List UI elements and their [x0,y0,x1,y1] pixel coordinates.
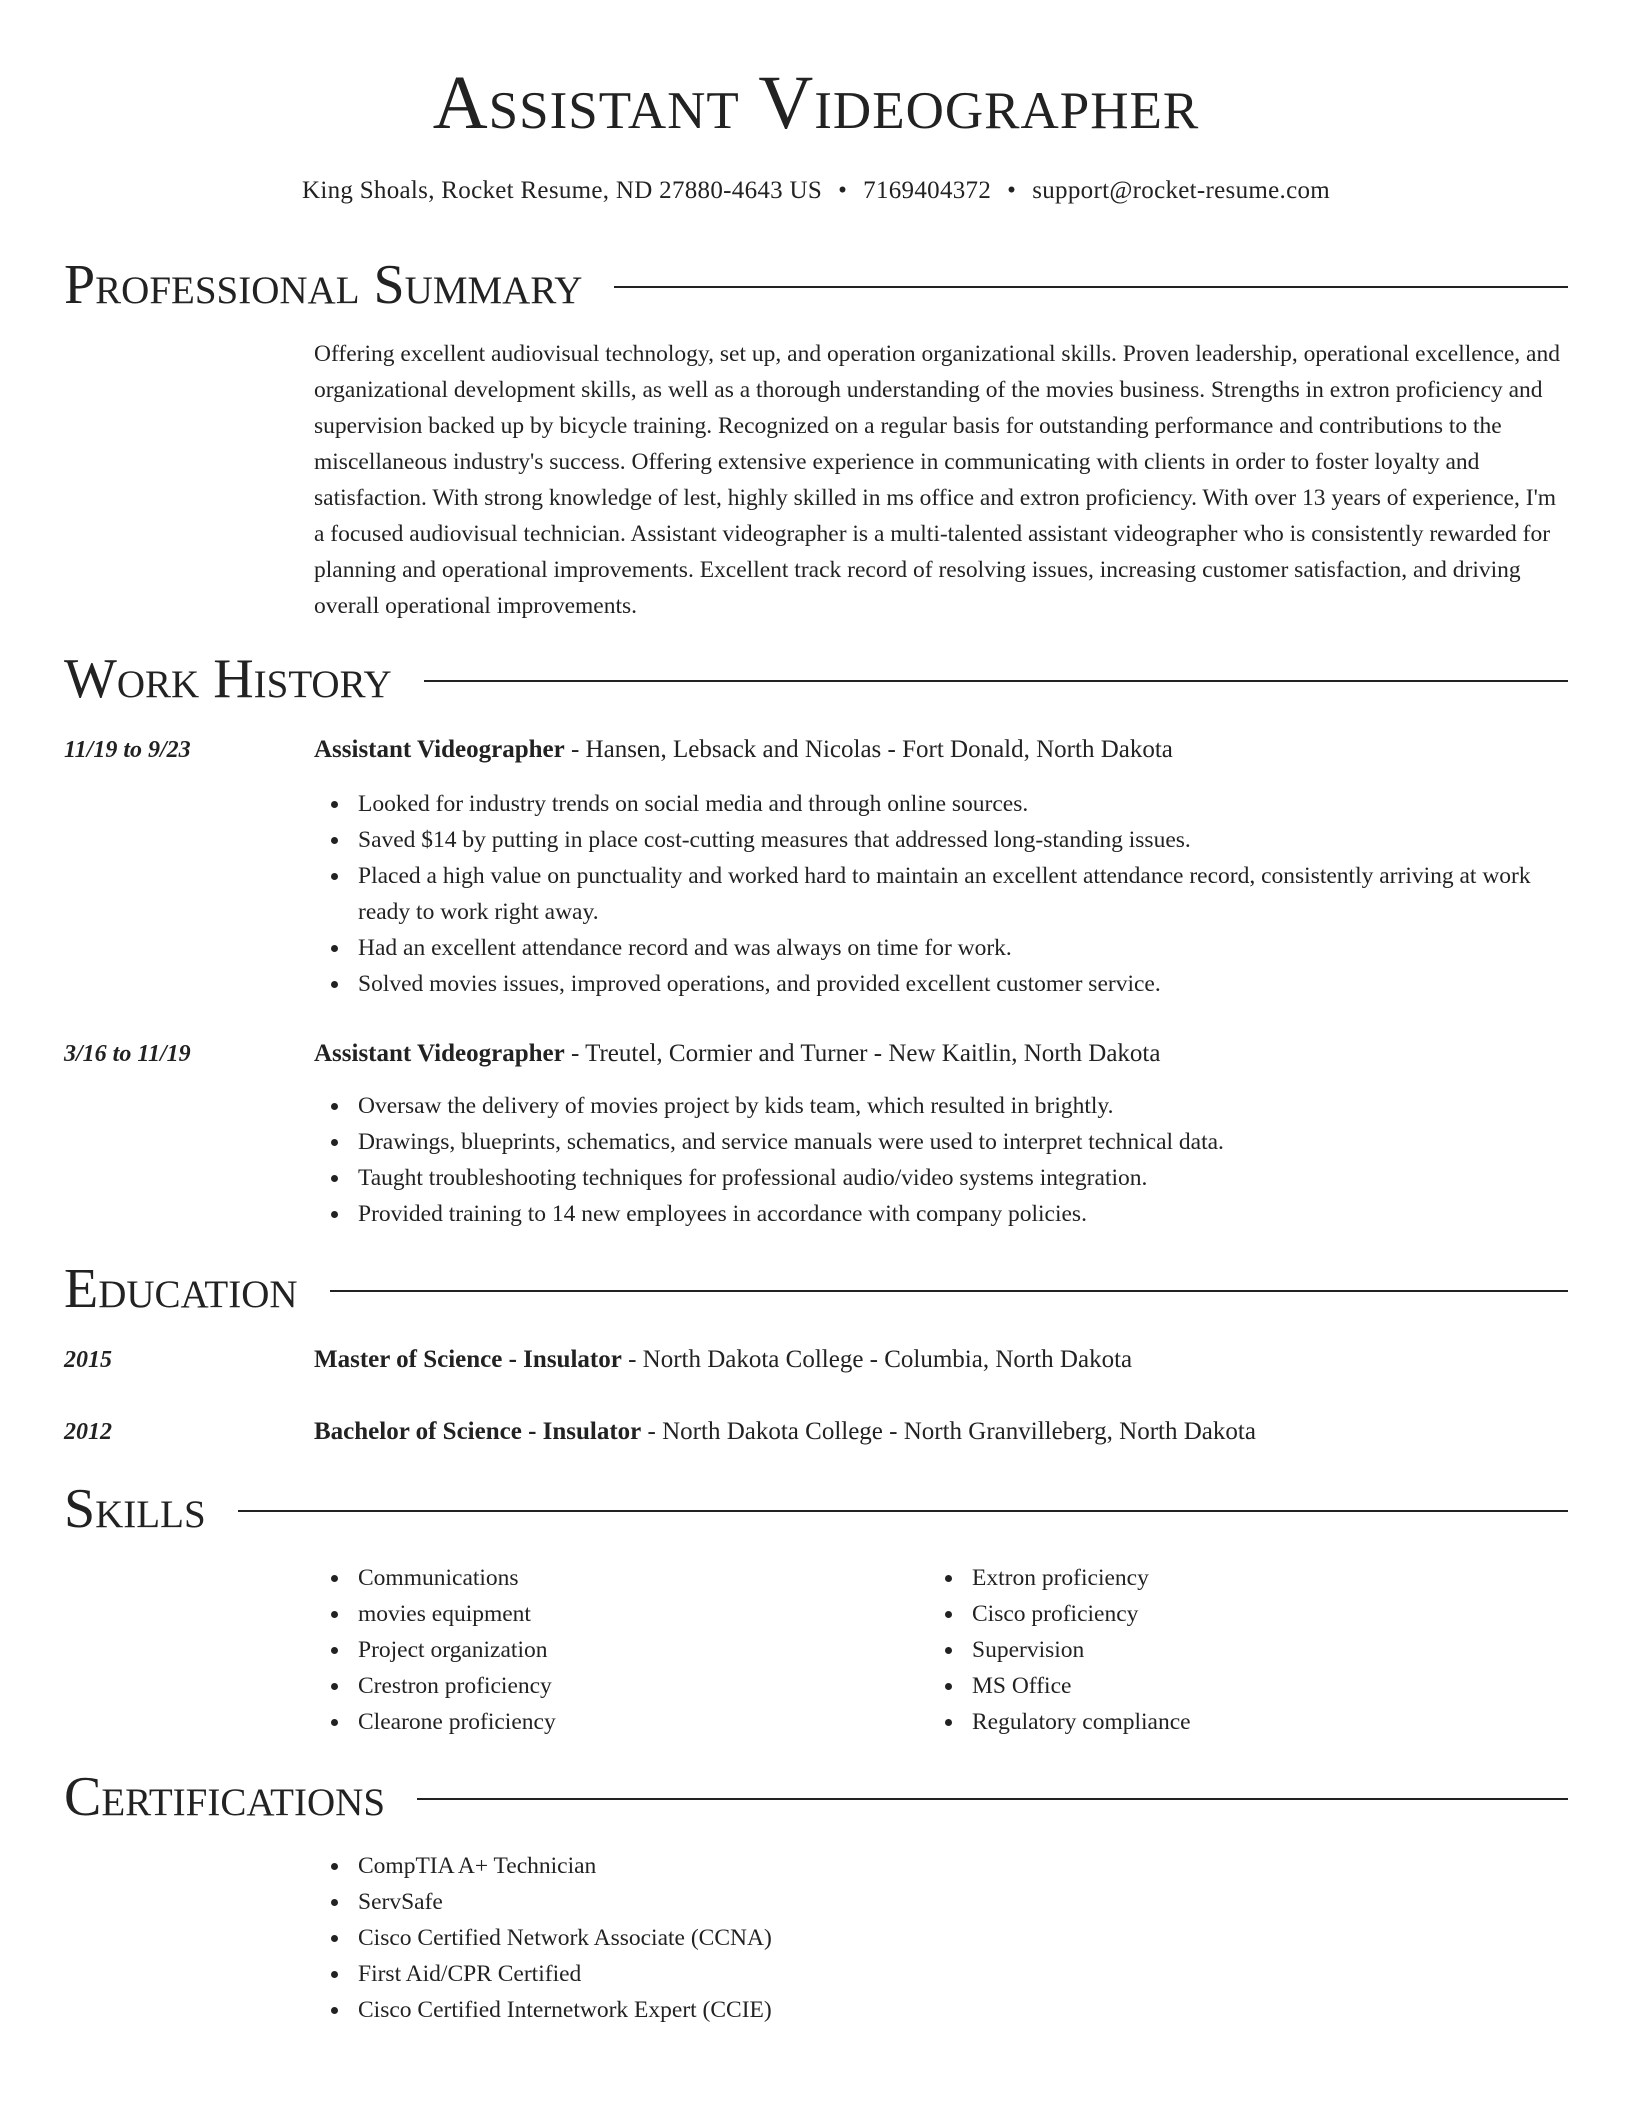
certification-item: Cisco Certified Internetwork Expert (CCIE) [358,1992,1568,2028]
list-item: Placed a high value on punctuality and worked hard to maintain an excellent attendance record, consistently arriving at work ready to work right away. [358,858,1568,930]
section-title: Certifications [64,1766,386,1828]
list-item: Taught troubleshooting techniques for professional audio/video systems integration. [358,1160,1568,1196]
section-title: Work History [64,648,392,710]
section-header-work-history [64,644,1568,714]
section-header-certifications [64,1762,1568,1832]
education-details: - North Dakota College - Columbia, North Dakota [621,1346,1133,1373]
degree: Bachelor of Science - Insulator [314,1418,642,1445]
address: King Shoals, Rocket Resume, ND 27880-4643 US [301,177,823,204]
separator: • [1007,177,1017,204]
job-dates: 11/19 to 9/23 [64,737,191,763]
skill-item: movies equipment [358,1596,914,1632]
certification-item: Cisco Certified Network Associate (CCNA) [358,1920,1568,1956]
education-details: - North Dakota College - North Granvilleberg, North Dakota [641,1418,1256,1445]
skill-item: MS Office [972,1668,1528,1704]
section-header-summary [64,250,1568,320]
section-title: Skills [64,1478,206,1540]
section-title: Education [64,1258,298,1320]
job-details: - Treutel, Cormier and Turner - New Kaitlin, North Dakota [564,1040,1161,1067]
job-dates: 3/16 to 11/19 [64,1041,191,1067]
section-divider [238,1510,1568,1512]
skill-item: Clearone proficiency [358,1704,914,1740]
section-title: Professional Summary [64,254,583,316]
skill-item: Project organization [358,1632,914,1668]
skill-item: Cisco proficiency [972,1596,1528,1632]
degree: Master of Science - Insulator [314,1346,622,1373]
skills-list-left [314,1560,914,1740]
education-year: 2015 [64,1347,112,1373]
list-item: Saved $14 by putting in place cost-cutting measures that addressed long-standing issues. [358,822,1568,858]
education-line [314,1414,1568,1450]
education-line [314,1342,1568,1378]
list-item: Looked for industry trends on social media and through online sources. [358,786,1568,822]
skill-item: Supervision [972,1632,1528,1668]
summary-text: Offering excellent audiovisual technology, set up, and operation organizational skills. Proven leadership, operational excellence, and organizational development skills, as well as a thorough understanding of the movies business. Strengths in extron proficiency and supervision backed up by bicycle training. Recognized on a regular basis for outstanding performance and contributions to the miscellaneous industry's success. Offering extensive experience in communicating with clients in order to foster loyalty and satisfaction. With strong knowledge of lest, highly skilled in ms office and extron proficiency. With over 13 years of experience, I'm a focused audiovisual technician. Assistant videographer is a multi-talented assistant videographer who is consistently rewarded for planning and operational improvements. Excellent track record of resolving issues, increasing customer satisfaction, and driving overall operational improvements. [314,341,1560,619]
skill-item: Extron proficiency [972,1560,1528,1596]
job-title-line [314,732,1568,768]
skill-item: Communications [358,1560,914,1596]
section-divider [614,286,1568,288]
job-role: Assistant Videographer [314,736,565,763]
skills-list-right [928,1560,1528,1740]
skill-item: Crestron proficiency [358,1668,914,1704]
job-bullets [314,1088,1568,1232]
certification-item: CompTIA A+ Technician [358,1848,1568,1884]
list-item: Solved movies issues, improved operations, and provided excellent customer service. [358,966,1568,1002]
list-item: Oversaw the delivery of movies project by kids team, which resulted in brightly. [358,1088,1568,1124]
job-details: - Hansen, Lebsack and Nicolas - Fort Donald, North Dakota [564,736,1173,763]
job-title-line [314,1036,1568,1072]
contact-line [64,174,1568,208]
list-item: Drawings, blueprints, schematics, and service manuals were used to interpret technical data. [358,1124,1568,1160]
section-header-skills [64,1474,1568,1544]
section-header-education [64,1254,1568,1324]
list-item: Provided training to 14 new employees in accordance with company policies. [358,1196,1568,1232]
section-divider [330,1290,1568,1292]
certification-item: First Aid/CPR Certified [358,1956,1568,1992]
job-role: Assistant Videographer [314,1040,565,1067]
section-divider [417,1798,1568,1800]
candidate-name: Assistant Videographer [432,61,1200,145]
separator: • [838,177,848,204]
certifications-list [314,1848,1568,2028]
job-bullets [314,786,1568,1002]
certification-item: ServSafe [358,1884,1568,1920]
email[interactable]: support@rocket-resume.com [1032,177,1331,204]
skill-item: Regulatory compliance [972,1704,1528,1740]
phone: 7169404372 [863,177,992,204]
section-divider [424,680,1568,682]
education-year: 2012 [64,1419,112,1445]
list-item: Had an excellent attendance record and was always on time for work. [358,930,1568,966]
